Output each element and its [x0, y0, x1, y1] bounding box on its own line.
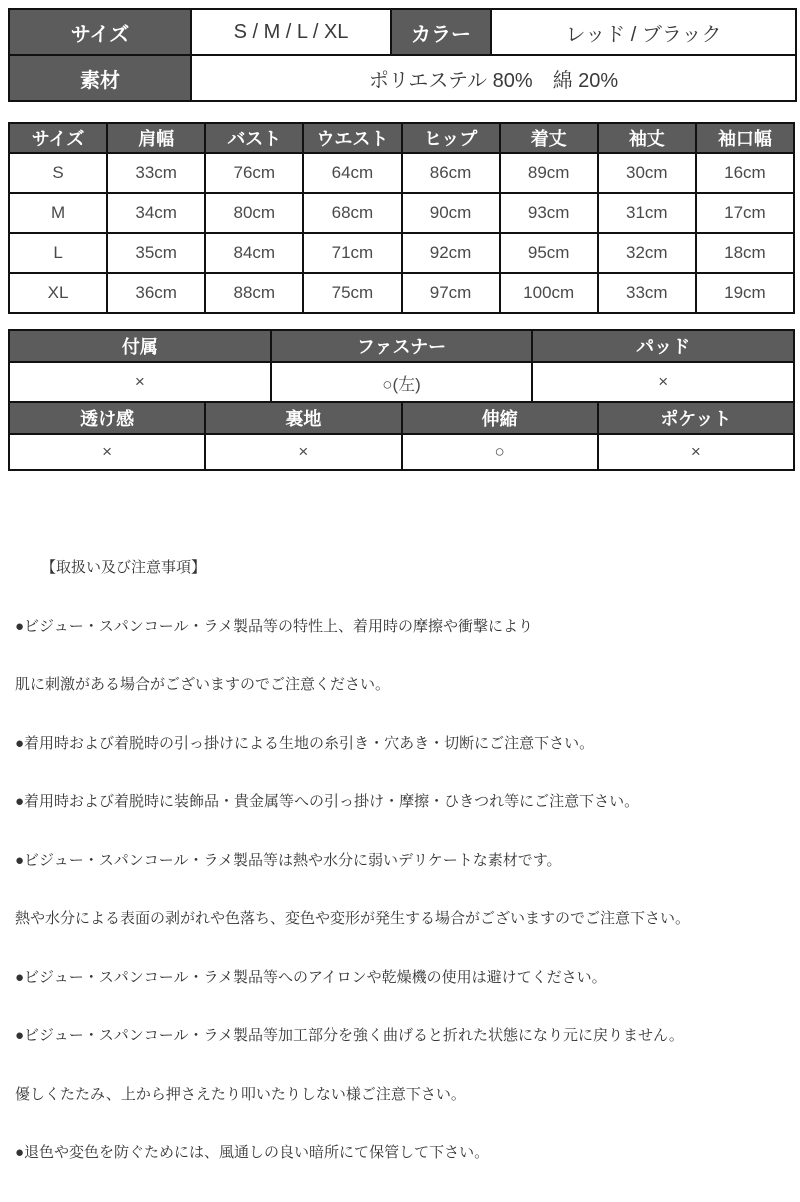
care-note-line: ●ビジュー・スパンコール・ラメ製品等は熱や水分に弱いデリケートな素材です。 [15, 851, 562, 869]
column-header: ウエスト [303, 123, 401, 153]
attribute-value: × [9, 362, 271, 402]
column-header: 裏地 [205, 402, 401, 434]
attribute-value: ○(左) [271, 362, 533, 402]
column-header: 付属 [9, 330, 271, 362]
care-note-line: 肌に刺激がある場合がございますのでご注意ください。 [15, 676, 391, 693]
care-note-line: ●ビジュー・スパンコール・ラメ製品等加工部分を強く曲げると折れた状態になり元に戻りません。 [15, 1027, 684, 1044]
measure-cell: 17cm [696, 193, 794, 233]
material-value-cell: ポリエステル 80% 綿 20% [191, 55, 796, 101]
measure-cell: 31cm [598, 193, 696, 233]
column-header: 伸縮 [402, 402, 598, 434]
care-note-line: 優しくたたみ、上から押さえたり叩いたりしない様ご注意下さい。 [15, 1085, 466, 1103]
measure-cell: 35cm [107, 233, 205, 273]
table-row [9, 55, 796, 101]
attributes-table-a [8, 329, 795, 403]
measure-cell: 68cm [303, 193, 401, 233]
size-cell: M [9, 193, 107, 233]
column-header: 袖口幅 [696, 123, 794, 153]
column-header: サイズ [9, 123, 107, 153]
material-label-cell: 素材 [9, 55, 191, 101]
attribute-value: × [532, 362, 794, 402]
measure-cell: 92cm [402, 233, 500, 273]
attribute-value: ○ [402, 434, 598, 470]
care-note-line: ●ビジュー・スパンコール・ラメ製品等の特性上、着用時の摩擦や衝撃により [15, 617, 534, 635]
column-header: 透け感 [9, 402, 205, 434]
measurements-header-row [9, 123, 794, 153]
care-notes-title: 【取扱い及び注意事項】 [41, 559, 207, 576]
measure-cell: 86cm [402, 153, 500, 193]
measure-cell: 64cm [303, 153, 401, 193]
measure-cell: 84cm [205, 233, 303, 273]
column-header: パッド [532, 330, 794, 362]
column-header: バスト [205, 123, 303, 153]
measure-cell: 100cm [500, 273, 598, 313]
care-note-line: ●着用時および着脱時の引っ掛けによる生地の糸引き・穴あき・切断にご注意下さい。 [15, 734, 595, 752]
size-cell: S [9, 153, 107, 193]
table-row [9, 434, 794, 470]
measure-cell: 97cm [402, 273, 500, 313]
care-note-line: 熱や水分による表面の剥がれや色落ち、変色や変形が発生する場合がございますのでご注意下さい。 [15, 910, 691, 927]
measure-cell: 80cm [205, 193, 303, 233]
table-row-size-m [9, 193, 794, 233]
column-header: ヒップ [402, 123, 500, 153]
measure-cell: 71cm [303, 233, 401, 273]
measure-cell: 16cm [696, 153, 794, 193]
measure-cell: 33cm [107, 153, 205, 193]
color-label-cell: カラー [391, 9, 491, 55]
measure-cell: 33cm [598, 273, 696, 313]
measure-cell: 93cm [500, 193, 598, 233]
size-color-material-table [8, 8, 797, 102]
measure-cell: 88cm [205, 273, 303, 313]
care-notes [8, 519, 798, 1202]
table-row-size-s [9, 153, 794, 193]
column-header: ポケット [598, 402, 794, 434]
attribute-value: × [205, 434, 401, 470]
color-value-cell: レッド / ブラック [491, 9, 796, 55]
measure-cell: 19cm [696, 273, 794, 313]
table-row-size-l [9, 233, 794, 273]
column-header: ファスナー [271, 330, 533, 362]
measure-cell: 90cm [402, 193, 500, 233]
table-row [9, 402, 794, 434]
column-header: 肩幅 [107, 123, 205, 153]
table-row [9, 330, 794, 362]
measure-cell: 36cm [107, 273, 205, 313]
size-value-cell: S / M / L / XL [191, 9, 391, 55]
attributes-table-b [8, 401, 795, 471]
measure-cell: 30cm [598, 153, 696, 193]
measure-cell: 95cm [500, 233, 598, 273]
care-note-line: ●着用時および着脱時に装飾品・貴金属等への引っ掛け・摩擦・ひきつれ等にご注意下さい。 [15, 793, 640, 810]
table-row-size-xl [9, 273, 794, 313]
size-label-cell: サイズ [9, 9, 191, 55]
care-note-line: ●退色や変色を防ぐためには、風通しの良い暗所にて保管して下さい。 [15, 1144, 490, 1161]
size-cell: XL [9, 273, 107, 313]
measure-cell: 32cm [598, 233, 696, 273]
measure-cell: 18cm [696, 233, 794, 273]
measure-cell: 75cm [303, 273, 401, 313]
table-row [9, 9, 796, 55]
table-row [9, 362, 794, 402]
column-header: 着丈 [500, 123, 598, 153]
measure-cell: 76cm [205, 153, 303, 193]
attribute-value: × [9, 434, 205, 470]
measure-cell: 89cm [500, 153, 598, 193]
column-header: 袖丈 [598, 123, 696, 153]
attribute-value: × [598, 434, 794, 470]
measurements-table [8, 122, 795, 314]
measure-cell: 34cm [107, 193, 205, 233]
size-cell: L [9, 233, 107, 273]
care-note-line: ●ビジュー・スパンコール・ラメ製品等へのアイロンや乾燥機の使用は避けてください。 [15, 968, 607, 986]
